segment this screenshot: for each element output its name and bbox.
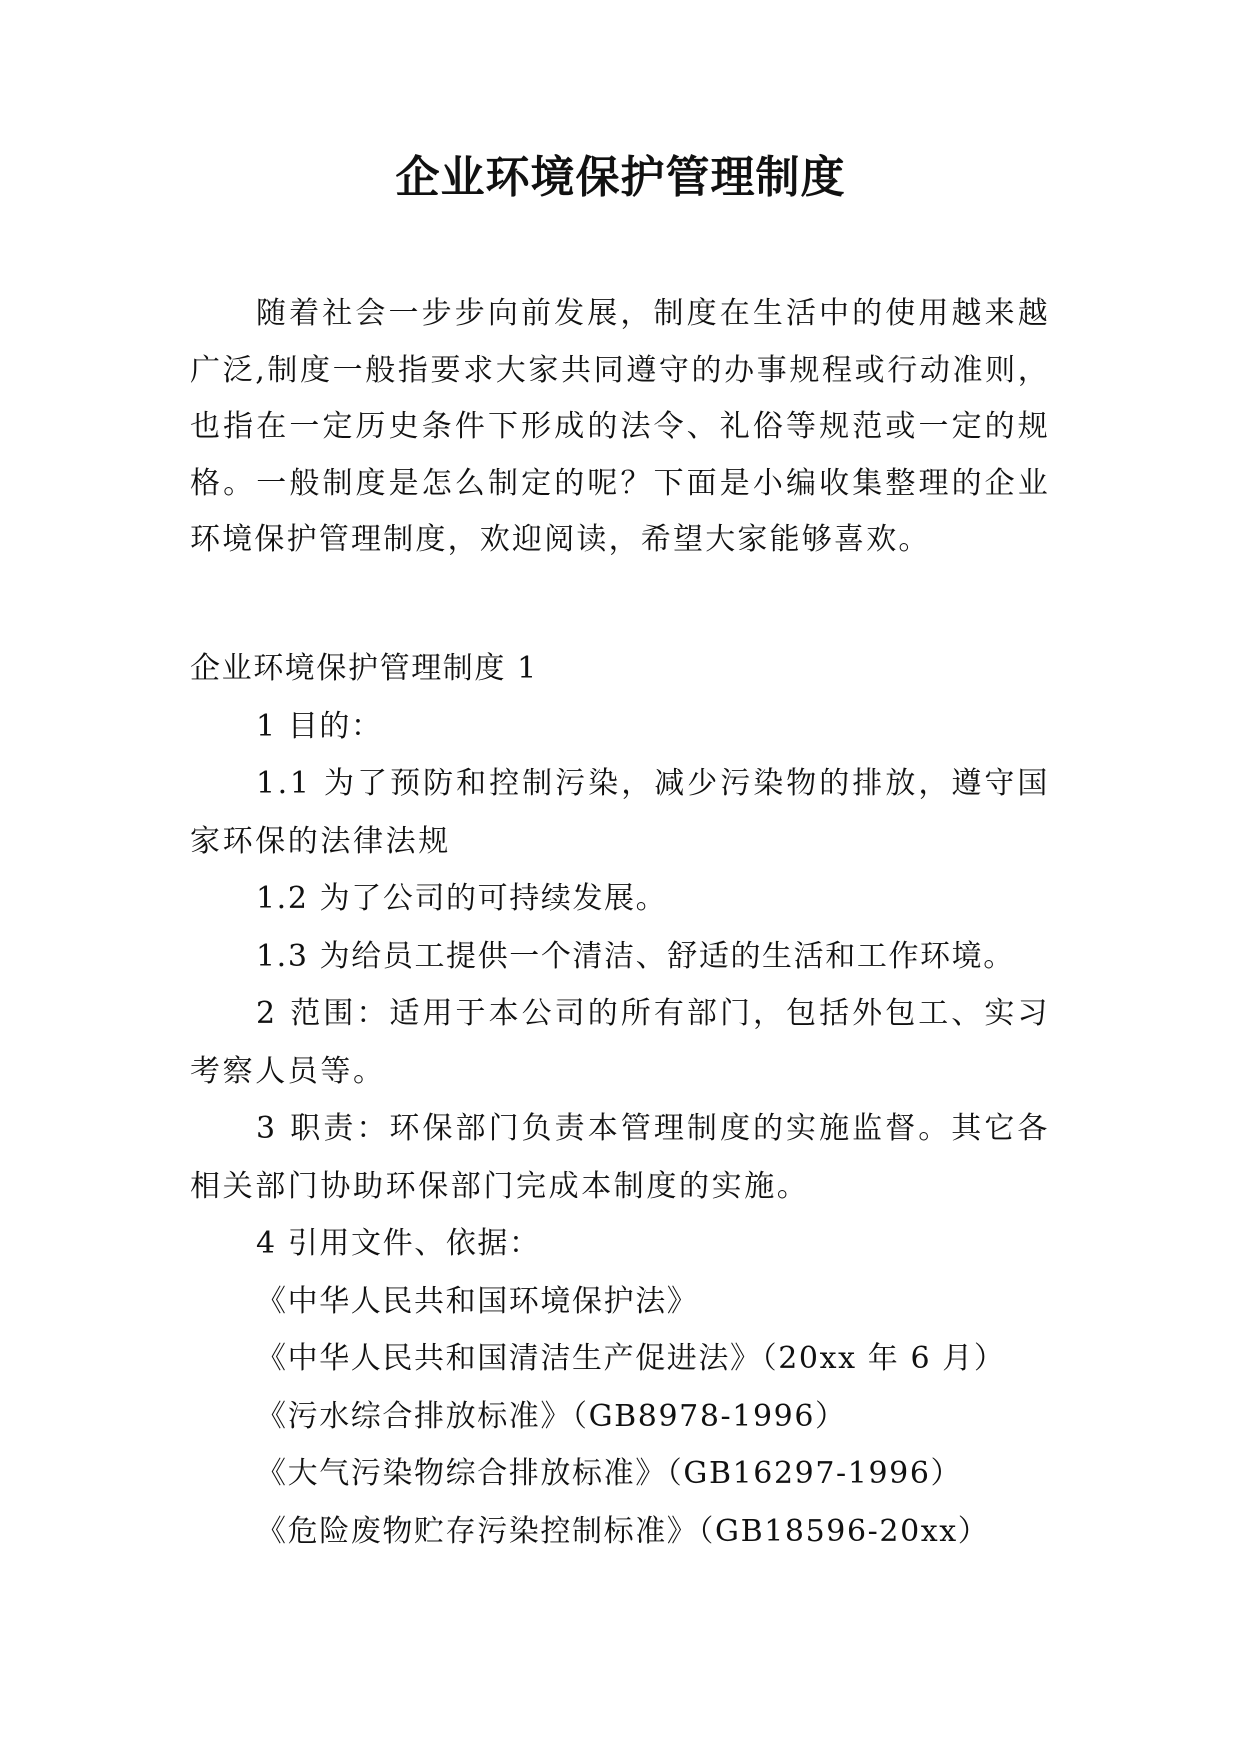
scope-paragraph: 2 范围：适用于本公司的所有部门，包括外包工、实习考察人员等。 xyxy=(190,996,1050,1089)
purpose-item-3: 1.3 为给员工提供一个清洁、舒适的生活和工作环境。 xyxy=(256,938,1015,974)
purpose-heading: 1 目的： xyxy=(256,708,383,744)
document-title: 企业环境保护管理制度 xyxy=(395,152,846,203)
duty-paragraph: 3 职责：环保部门负责本管理制度的实施监督。其它各相关部门协助环保部门完成本制度的实施。 xyxy=(190,1111,1050,1204)
reference-item: 《大气污染物综合排放标准》（GB16297-1996） xyxy=(256,1456,963,1491)
intro-paragraph: 随着社会一步步向前发展，制度在生活中的使用越来越广泛,制度一般指要求大家共同遵守的办事规程或行动准则，也指在一定历史条件下形成的法令、礼俗等规范或一定的规格。一般制度是怎么制定的呢？下面是小编收集整理的企业环境保护管理制度，欢迎阅读，希望大家能够喜欢。 xyxy=(190,296,1050,557)
reference-item: 《中华人民共和国环境保护法》 xyxy=(256,1283,699,1319)
reference-item: 《危险废物贮存污染控制标准》（GB18596-20xx） xyxy=(256,1513,990,1549)
section-heading: 企业环境保护管理制度 1 xyxy=(190,651,538,686)
document-body xyxy=(190,640,1050,1560)
reference-item: 《污水综合排放标准》（GB8978-1996） xyxy=(256,1398,847,1434)
purpose-item-2: 1.2 为了公司的可持续发展。 xyxy=(256,881,668,916)
purpose-item-1: 1.1 为了预防和控制污染，减少污染物的排放，遵守国家环保的法律法规 xyxy=(190,766,1050,859)
references-heading: 4 引用文件、依据： xyxy=(256,1226,541,1261)
reference-item: 《中华人民共和国清洁生产促进法》（20xx 年 6 月） xyxy=(256,1341,1006,1376)
